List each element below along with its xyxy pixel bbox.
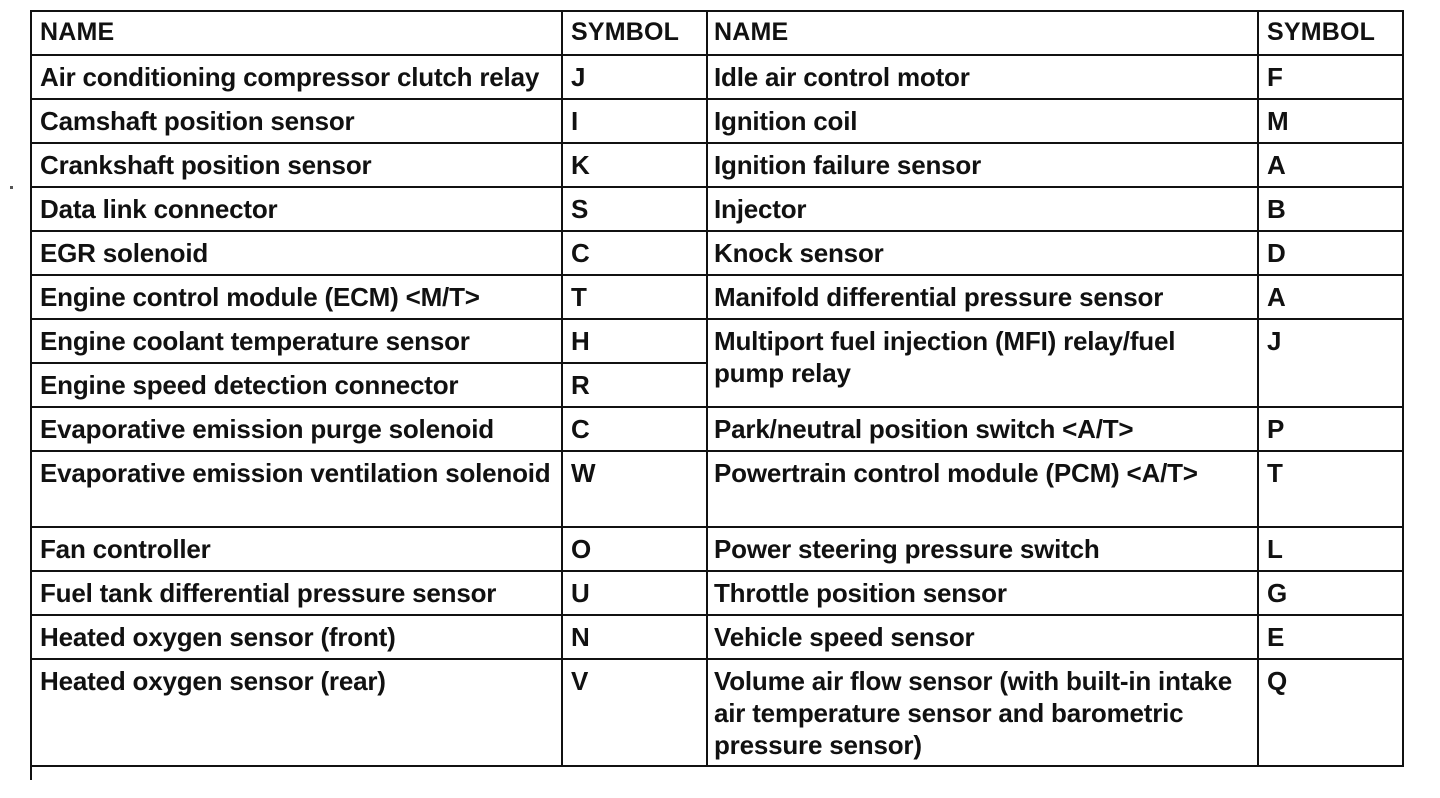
right-row-name: Vehicle speed sensor	[706, 616, 1259, 660]
right-row-symbol: G	[1259, 572, 1404, 616]
right-row-symbol: F	[1259, 56, 1404, 100]
left-row-symbol: S	[563, 188, 708, 232]
left-row-symbol: V	[563, 660, 708, 767]
right-row-symbol: P	[1259, 408, 1404, 452]
right-row-symbol: A	[1259, 276, 1404, 320]
right-row-name: Volume air flow sensor (with built-in intake air temperature sensor and barometric pressure sensor)	[706, 660, 1259, 767]
left-row-name: EGR solenoid	[32, 232, 563, 276]
left-row-symbol: N	[563, 616, 708, 660]
left-row-symbol: J	[563, 56, 708, 100]
left-row-name: Engine coolant temperature sensor	[32, 320, 563, 364]
right-row-name: Multiport fuel injection (MFI) relay/fuel pump relay	[706, 320, 1259, 408]
left-row-symbol: K	[563, 144, 708, 188]
right-row-name: Idle air control motor	[706, 56, 1259, 100]
left-row-name: Crankshaft position sensor	[32, 144, 563, 188]
right-row-name: Power steering pressure switch	[706, 528, 1259, 572]
right-row-symbol: T	[1259, 452, 1404, 528]
right-row-symbol: A	[1259, 144, 1404, 188]
right-row-symbol: M	[1259, 100, 1404, 144]
right-row-symbol: B	[1259, 188, 1404, 232]
right-row-symbol: L	[1259, 528, 1404, 572]
right-symbol-header: SYMBOL	[1259, 12, 1404, 56]
right-row-symbol: Q	[1259, 660, 1404, 767]
right-row-name: Powertrain control module (PCM) <A/T>	[706, 452, 1259, 528]
right-row-symbol: J	[1259, 320, 1404, 408]
left-row-name: Fuel tank differential pressure sensor	[32, 572, 563, 616]
right-row-name: Ignition coil	[706, 100, 1259, 144]
right-name-header: NAME	[706, 12, 1259, 56]
right-row-name: Park/neutral position switch <A/T>	[706, 408, 1259, 452]
left-row-symbol: R	[563, 364, 708, 408]
left-symbol-header: SYMBOL	[563, 12, 708, 56]
left-row-symbol: O	[563, 528, 708, 572]
left-table	[30, 10, 706, 780]
left-row-name: Camshaft position sensor	[32, 100, 563, 144]
left-row-symbol: W	[563, 452, 708, 528]
left-row-name: Data link connector	[32, 188, 563, 232]
left-row-name: Evaporative emission ventilation solenoid	[32, 452, 563, 528]
left-row-symbol: T	[563, 276, 708, 320]
left-row-symbol: I	[563, 100, 708, 144]
right-table	[706, 10, 1404, 780]
right-row-name: Throttle position sensor	[706, 572, 1259, 616]
left-row-name: Air conditioning compressor clutch relay	[32, 56, 563, 100]
scan-speck	[10, 186, 13, 189]
left-row-name: Engine control module (ECM) <M/T>	[32, 276, 563, 320]
left-row-symbol: U	[563, 572, 708, 616]
right-row-name: Ignition failure sensor	[706, 144, 1259, 188]
right-row-symbol: E	[1259, 616, 1404, 660]
left-row-symbol: H	[563, 320, 708, 364]
right-row-name: Knock sensor	[706, 232, 1259, 276]
left-row-symbol: C	[563, 232, 708, 276]
left-row-name: Heated oxygen sensor (rear)	[32, 660, 563, 767]
left-row-name: Engine speed detection connector	[32, 364, 563, 408]
left-row-symbol: C	[563, 408, 708, 452]
left-row-name: Heated oxygen sensor (front)	[32, 616, 563, 660]
left-name-header: NAME	[32, 12, 563, 56]
left-row-name: Evaporative emission purge solenoid	[32, 408, 563, 452]
component-symbol-table	[30, 10, 1404, 780]
right-row-name: Injector	[706, 188, 1259, 232]
right-row-symbol: D	[1259, 232, 1404, 276]
right-row-name: Manifold differential pressure sensor	[706, 276, 1259, 320]
left-row-name: Fan controller	[32, 528, 563, 572]
